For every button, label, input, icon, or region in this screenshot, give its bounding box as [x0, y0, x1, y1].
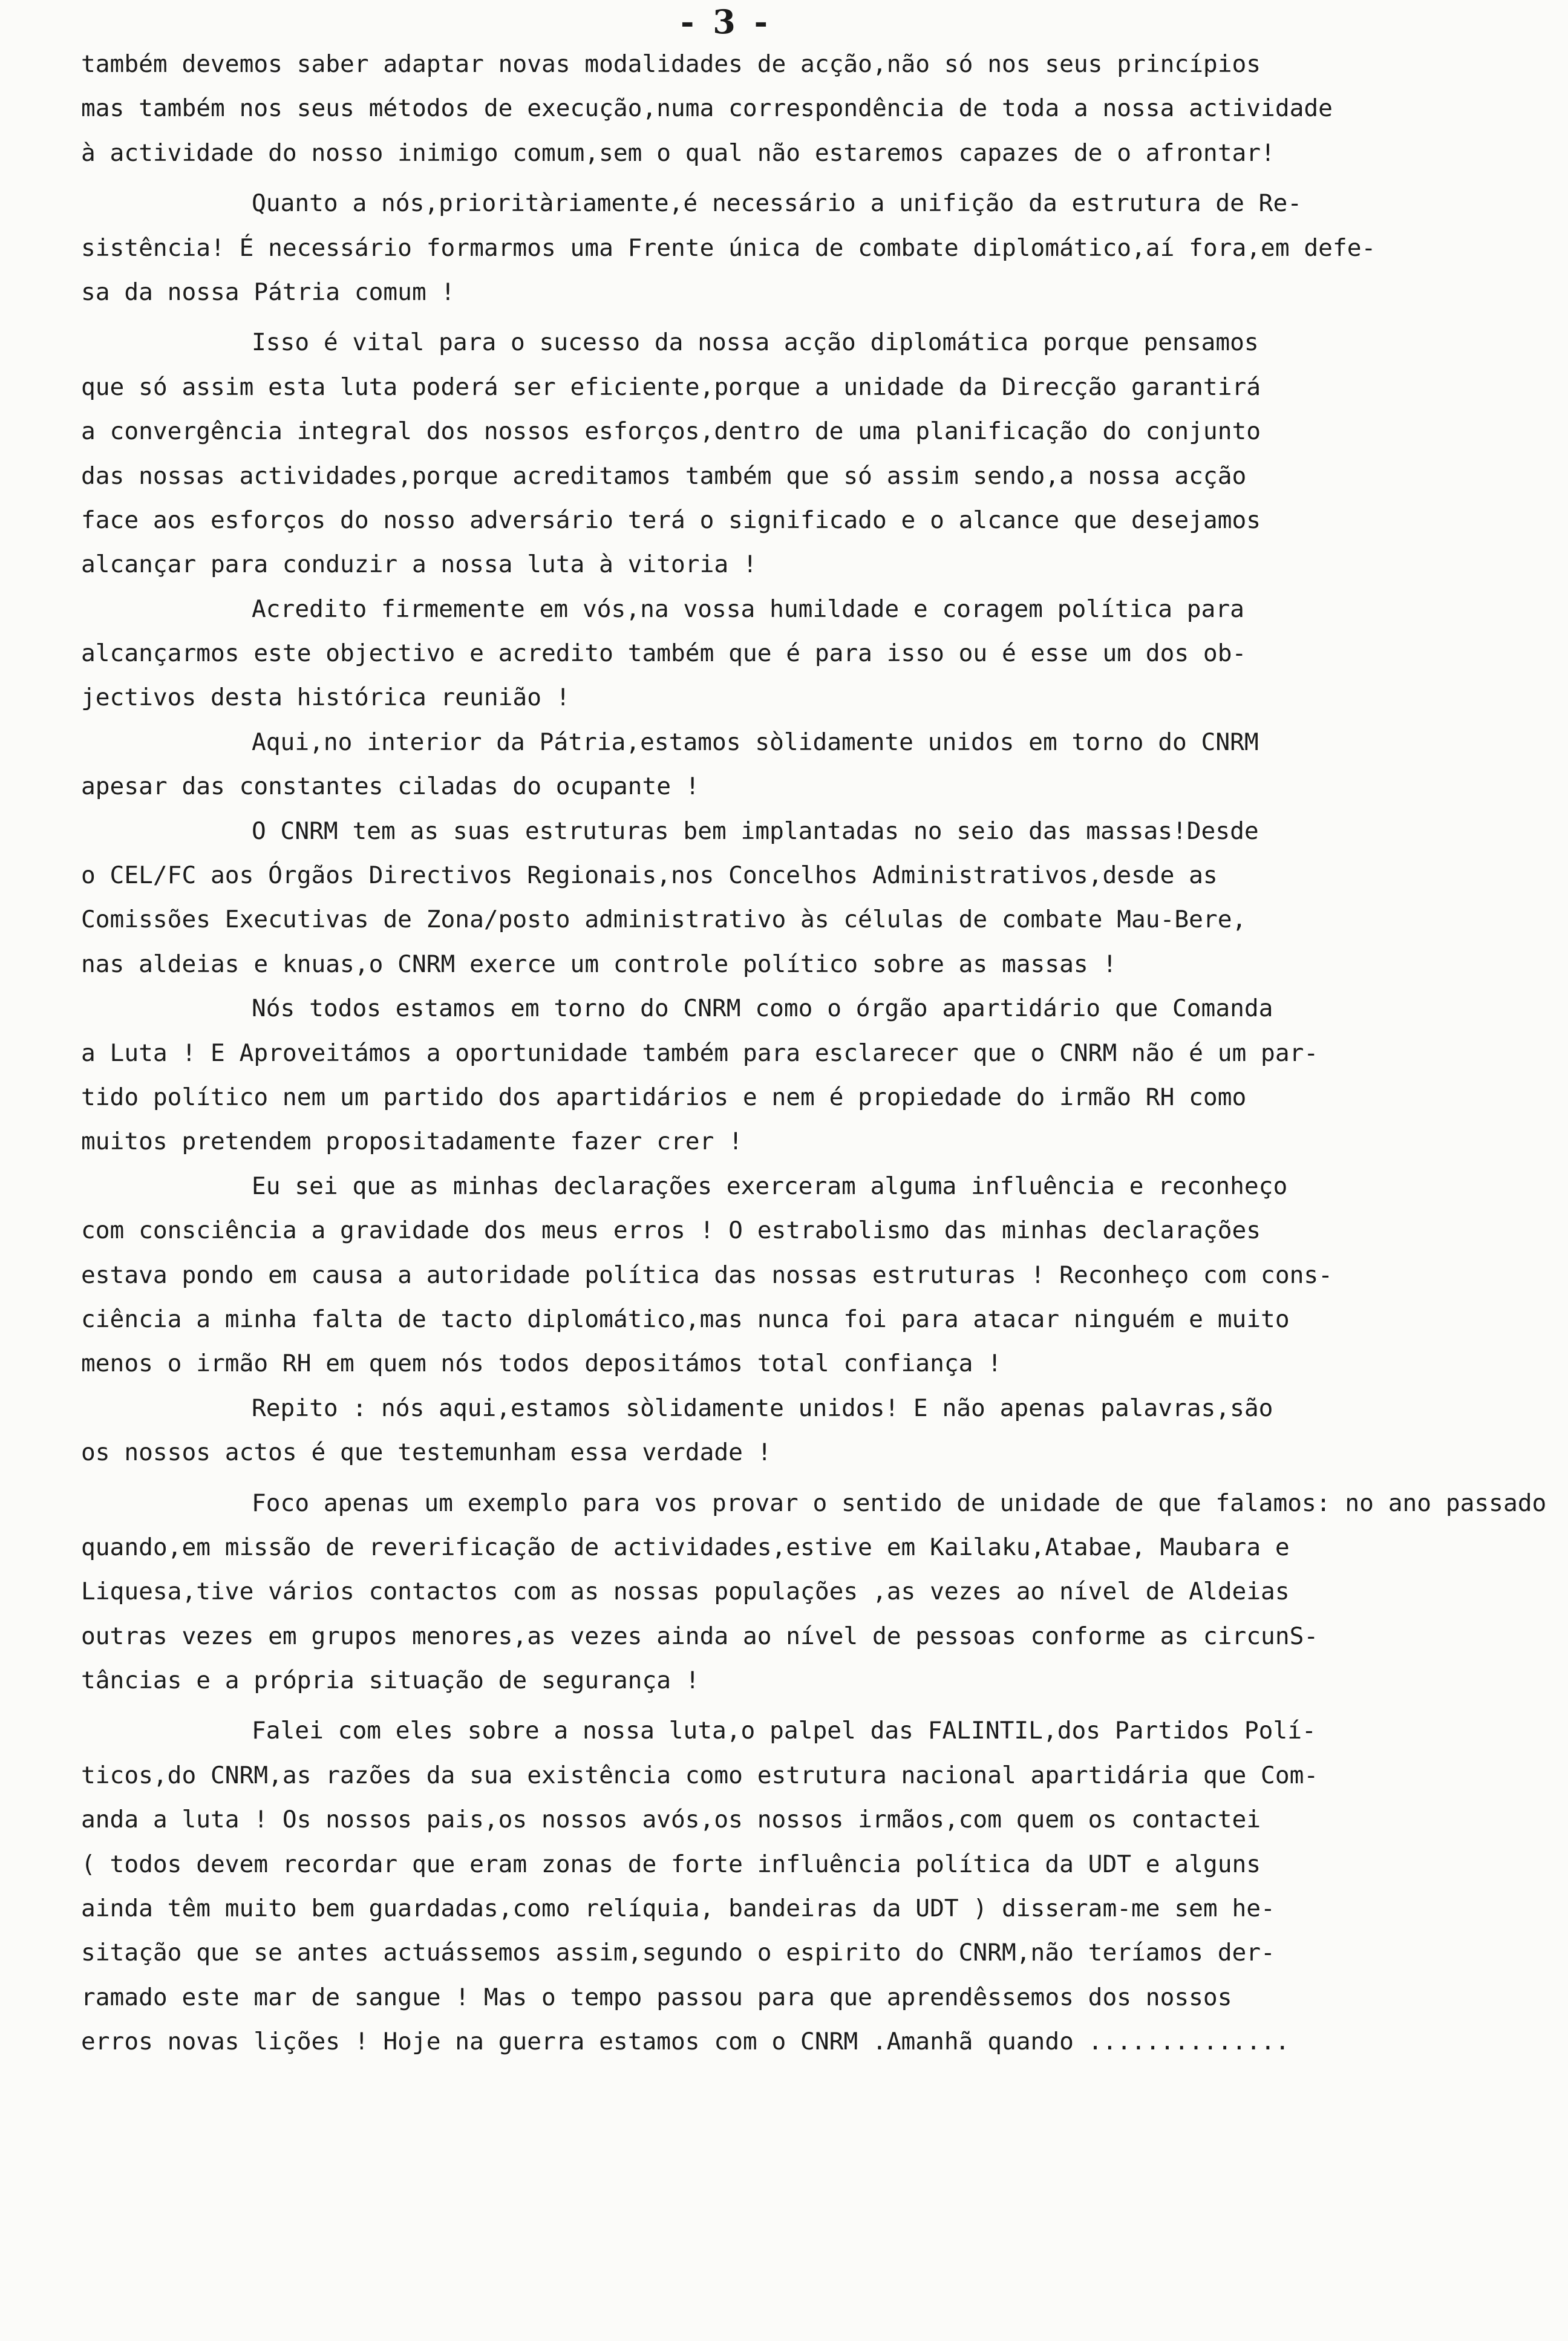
text-line: jectivos desta histórica reunião ! — [81, 684, 570, 712]
text-line: alcançar para conduzir a nossa luta à vitoria ! — [81, 550, 757, 579]
text-line: ticos,do CNRM,as razões da sua existência como estrutura nacional apartidária que Com- — [81, 1761, 1319, 1789]
text-line: Comissões Executivas de Zona/posto administrativo às células de combate Mau-Bere, — [81, 906, 1247, 934]
text-line: tâncias e a própria situação de segurança ! — [81, 1667, 700, 1695]
text-line: Quanto a nós,prioritàriamente,é necessário a unifição da estrutura de Re- — [252, 189, 1302, 218]
document-body — [81, 42, 1547, 2065]
paragraph — [81, 181, 1472, 315]
text-line: Foco apenas um exemplo para vos provar o sentido de unidade de que falamos: no ano passado — [252, 1489, 1547, 1517]
paragraph — [81, 1481, 1547, 1703]
text-line: O CNRM tem as suas estruturas bem implantadas no seio das massas!Desde — [252, 817, 1259, 845]
text-line: também devemos saber adaptar novas modalidades de acção,não só nos seus princípios — [81, 50, 1261, 78]
paragraph — [81, 587, 1472, 720]
paragraph — [81, 720, 1472, 809]
text-line: nas aldeias e knuas,o CNRM exerce um controle político sobre as massas ! — [81, 950, 1117, 978]
text-line: face aos esforços do nosso adversário terá o significado e o alcance que desejamos — [81, 506, 1261, 534]
text-line: ciência a minha falta de tacto diplomático,mas nunca foi para atacar ninguém e muito — [81, 1305, 1290, 1333]
text-line: Falei com eles sobre a nossa luta,o palpel das FALINTIL,dos Partidos Polí- — [252, 1717, 1316, 1745]
text-line: quando,em missão de reverificação de actividades,estive em Kailaku,Atabae, Maubara e — [81, 1533, 1290, 1561]
paragraph — [81, 1386, 1472, 1475]
text-line: ramado este mar de sangue ! Mas o tempo passou para que aprendêssemos dos nossos — [81, 1983, 1232, 2011]
text-line: os nossos actos é que testemunham essa verdade ! — [81, 1438, 772, 1467]
text-line: Repito : nós aqui,estamos sòlidamente unidos! E não apenas palavras,são — [252, 1394, 1273, 1422]
text-line: que só assim esta luta poderá ser eficiente,porque a unidade da Direcção garantirá — [81, 373, 1261, 401]
text-line: estava pondo em causa a autoridade política das nossas estruturas ! Reconheço com cons- — [81, 1261, 1333, 1289]
text-line: muitos pretendem propositadamente fazer crer ! — [81, 1128, 743, 1156]
text-line: erros novas lições ! Hoje na guerra estamos com o CNRM .Amanhã quando .............. — [81, 2028, 1290, 2056]
text-line: anda a luta ! Os nossos pais,os nossos avós,os nossos irmãos,com quem os contactei — [81, 1806, 1261, 1834]
text-line: mas também nos seus métodos de execução,numa correspondência de toda a nossa actividade — [81, 94, 1333, 123]
text-line: Nós todos estamos em torno do CNRM como o órgão apartidário que Comanda — [252, 994, 1273, 1023]
paragraph — [81, 1709, 1472, 2064]
text-line: menos o irmão RH em quem nós todos depositámos total confiança ! — [81, 1350, 1002, 1378]
text-line: sitação que se antes actuássemos assim,segundo o espirito do CNRM,não teríamos der- — [81, 1939, 1275, 1967]
text-line: com consciência a gravidade dos meus erros ! O estrabolismo das minhas declarações — [81, 1216, 1261, 1245]
text-line: Acredito firmemente em vós,na vossa humildade e coragem política para — [252, 595, 1244, 623]
text-line: sistência! É necessário formarmos uma Frente única de combate diplomático,aí fora,em defe- — [81, 233, 1376, 262]
text-line: a Luta ! E Aproveitámos a oportunidade também para esclarecer que o CNRM não é um par- — [81, 1039, 1319, 1067]
page-number: - 3 - — [681, 2, 771, 41]
text-line: o CEL/FC aos Órgãos Directivos Regionais,nos Concelhos Administrativos,desde as — [81, 861, 1218, 890]
text-line: tido político nem um partido dos apartidários e nem é propiedade do irmão RH como — [81, 1083, 1247, 1111]
paragraph — [81, 321, 1472, 587]
text-line: outras vezes em grupos menores,as vezes ainda ao nível de pessoas conforme as circunS- — [81, 1622, 1319, 1650]
text-line: à actividade do nosso inimigo comum,sem o qual não estaremos capazes de o afrontar! — [81, 139, 1275, 167]
text-line: ( todos devem recordar que eram zonas de forte influência política da UDT e alguns — [81, 1850, 1261, 1878]
text-line: ainda têm muito bem guardadas,como relíquia, bandeiras da UDT ) disseram-me sem he- — [81, 1895, 1275, 1923]
text-line: apesar das constantes ciladas do ocupante ! — [81, 772, 700, 801]
paragraph — [81, 42, 1472, 175]
text-line: Liquesa,tive vários contactos com as nossas populações ,as vezes ao nível de Aldeias — [81, 1578, 1290, 1606]
text-line: Aqui,no interior da Pátria,estamos sòlidamente unidos em torno do CNRM — [252, 728, 1259, 756]
paragraph — [81, 809, 1472, 987]
text-line: alcançarmos este objectivo e acredito também que é para isso ou é esse um dos ob- — [81, 639, 1247, 668]
text-line: a convergência integral dos nossos esforços,dentro de uma planificação do conjunto — [81, 417, 1261, 446]
paragraph — [81, 987, 1472, 1164]
text-line: das nossas actividades,porque acreditamos também que só assim sendo,a nossa acção — [81, 462, 1247, 490]
text-line: Eu sei que as minhas declarações exerceram alguma influência e reconheço — [252, 1172, 1288, 1200]
paragraph — [81, 1164, 1472, 1386]
text-line: sa da nossa Pátria comum ! — [81, 278, 456, 306]
text-line: Isso é vital para o sucesso da nossa acção diplomática porque pensamos — [252, 328, 1259, 357]
